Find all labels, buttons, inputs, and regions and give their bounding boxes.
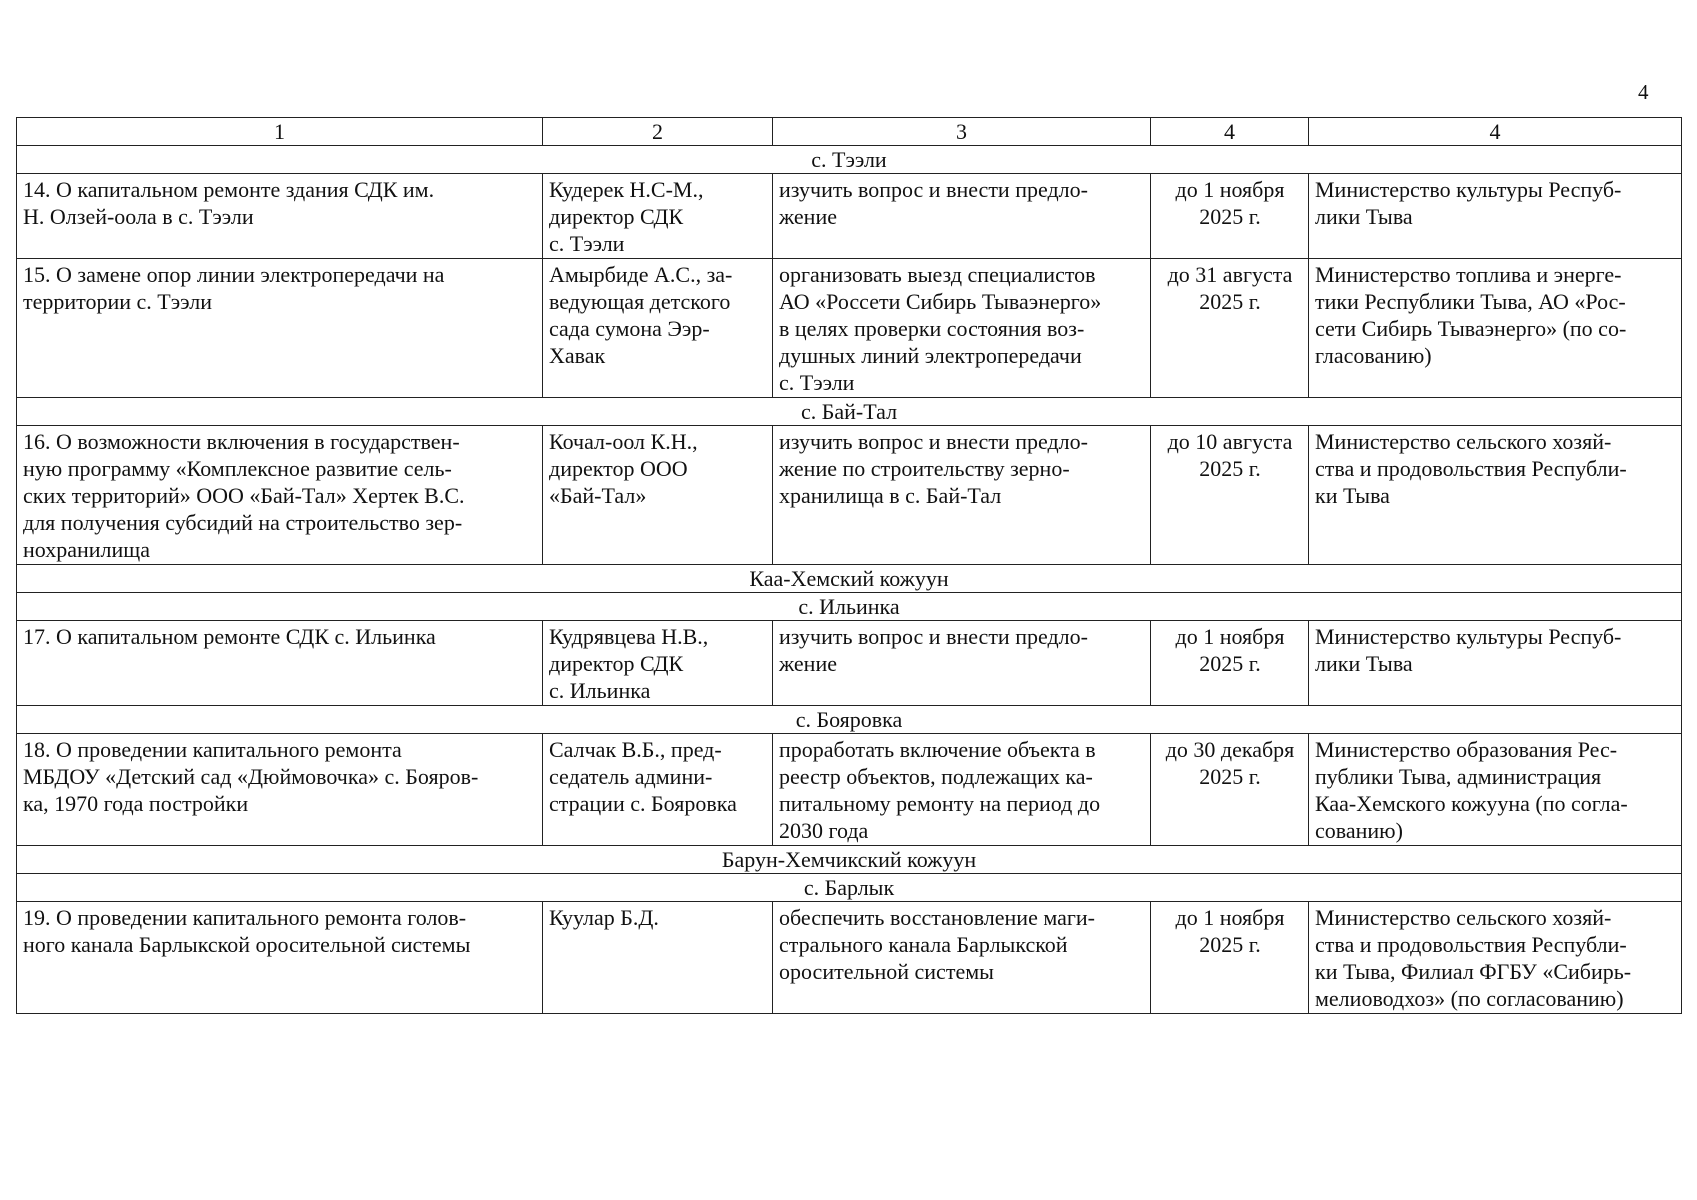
table-row — [17, 621, 1682, 706]
section-row — [17, 874, 1682, 902]
deadline-cell: до 31 августа 2025 г. — [1151, 259, 1309, 398]
section-row — [17, 846, 1682, 874]
section-label: с. Ильинка — [17, 593, 1682, 621]
header-col-5: 4 — [1309, 118, 1682, 146]
executor-cell: Министерство топлива и энерге- тики Республики Тыва, АО «Рос- сети Сибирь Тываэнерго» (по со- гласованию) — [1309, 259, 1682, 398]
action-cell: обеспечить восстановление маги- стрального канала Барлыкской оросительной системы — [773, 902, 1151, 1014]
responsible-cell: Кочал-оол К.Н., директор ООО «Бай-Тал» — [543, 426, 773, 565]
table-row — [17, 426, 1682, 565]
issue-cell: 17. О капитальном ремонте СДК с. Ильинка — [17, 621, 543, 706]
responsible-cell: Куулар Б.Д. — [543, 902, 773, 1014]
section-label: с. Барлык — [17, 874, 1682, 902]
section-row — [17, 706, 1682, 734]
section-label: с. Тээли — [17, 146, 1682, 174]
deadline-cell: до 1 ноября 2025 г. — [1151, 621, 1309, 706]
responsible-cell: Кудрявцева Н.В., директор СДК с. Ильинка — [543, 621, 773, 706]
deadline-cell: до 30 декабря 2025 г. — [1151, 734, 1309, 846]
header-col-4: 4 — [1151, 118, 1309, 146]
action-cell: организовать выезд специалистов АО «Россети Сибирь Тываэнерго» в целях проверки состояния воз- душных линий электропередачи с. Тээли — [773, 259, 1151, 398]
responsible-cell: Кудерек Н.С-М., директор СДК с. Тээли — [543, 174, 773, 259]
action-cell: изучить вопрос и внести предло- жение — [773, 174, 1151, 259]
section-row — [17, 146, 1682, 174]
table-row — [17, 259, 1682, 398]
issue-cell: 19. О проведении капитального ремонта голов- ного канала Барлыкской оросительной системы — [17, 902, 543, 1014]
issue-cell: 18. О проведении капитального ремонта МБДОУ «Детский сад «Дюймовочка» с. Бояров- ка, 1970 года постройки — [17, 734, 543, 846]
header-col-2: 2 — [543, 118, 773, 146]
issue-cell: 14. О капитальном ремонте здания СДК им. Н. Олзей-оола в с. Тээли — [17, 174, 543, 259]
executor-cell: Министерство культуры Респуб- лики Тыва — [1309, 621, 1682, 706]
executor-cell: Министерство сельского хозяй- ства и продовольствия Республи- ки Тыва — [1309, 426, 1682, 565]
action-cell: проработать включение объекта в реестр объектов, подлежащих ка- питальному ремонту на период до 2030 года — [773, 734, 1151, 846]
page-number: 4 — [1638, 80, 1649, 104]
issue-cell: 16. О возможности включения в государствен- ную программу «Комплексное развитие сель- ских территорий» ООО «Бай-Тал» Хертек В.С. для получения субсидий на строительство зер- нохранилища — [17, 426, 543, 565]
table-row — [17, 734, 1682, 846]
section-row — [17, 593, 1682, 621]
table-row — [17, 174, 1682, 259]
issue-cell: 15. О замене опор линии электропередачи на территории с. Тээли — [17, 259, 543, 398]
header-col-1: 1 — [17, 118, 543, 146]
table-body — [17, 118, 1682, 1014]
section-row — [17, 398, 1682, 426]
header-row — [17, 118, 1682, 146]
section-label: с. Бай-Тал — [17, 398, 1682, 426]
executor-cell: Министерство сельского хозяй- ства и продовольствия Республи- ки Тыва, Филиал ФГБУ «Сибирь- мелиоводхоз» (по согласованию) — [1309, 902, 1682, 1014]
table-row — [17, 902, 1682, 1014]
deadline-cell: до 10 августа 2025 г. — [1151, 426, 1309, 565]
responsible-cell: Амырбиде А.С., за- ведующая детского сада сумона Ээр- Хавак — [543, 259, 773, 398]
section-label: Барун-Хемчикский кожуун — [17, 846, 1682, 874]
executor-cell: Министерство образования Рес- публики Тыва, администрация Каа-Хемского кожууна (по согла- сованию) — [1309, 734, 1682, 846]
deadline-cell: до 1 ноября 2025 г. — [1151, 174, 1309, 259]
section-row — [17, 565, 1682, 593]
section-label: с. Бояровка — [17, 706, 1682, 734]
action-cell: изучить вопрос и внести предло- жение — [773, 621, 1151, 706]
section-label: Каа-Хемский кожуун — [17, 565, 1682, 593]
executor-cell: Министерство культуры Респуб- лики Тыва — [1309, 174, 1682, 259]
deadline-cell: до 1 ноября 2025 г. — [1151, 902, 1309, 1014]
header-col-3: 3 — [773, 118, 1151, 146]
action-cell: изучить вопрос и внести предло- жение по строительству зерно- хранилища в с. Бай-Тал — [773, 426, 1151, 565]
measures-table — [16, 117, 1682, 1014]
responsible-cell: Салчак В.Б., пред- седатель админи- страции с. Бояровка — [543, 734, 773, 846]
